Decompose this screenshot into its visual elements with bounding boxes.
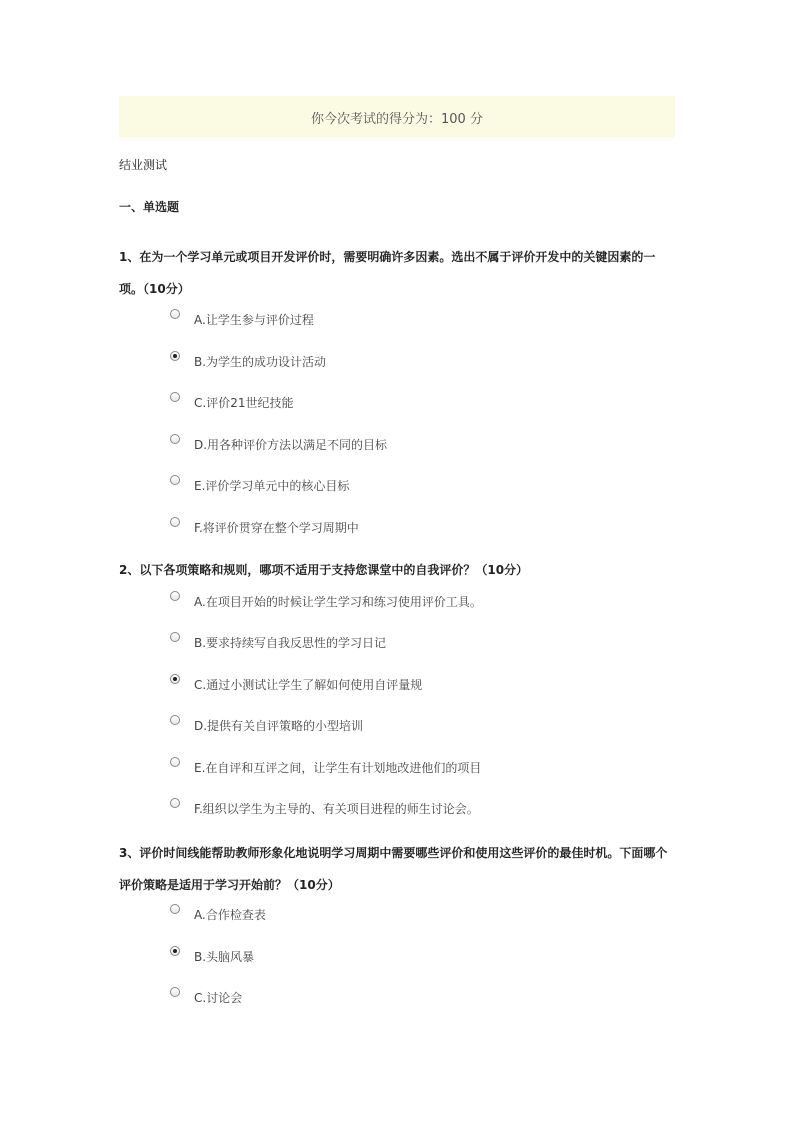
- q2-option-f-radio[interactable]: [170, 798, 180, 808]
- q2-option-b-radio[interactable]: [170, 632, 180, 642]
- q1-option-d-label: D.用各种评价方法以满足不同的目标: [194, 438, 388, 452]
- q2-option-b-label: B.要求持续写自我反思性的学习日记: [194, 636, 387, 650]
- q2-option-f-label: F.组织以学生为主导的、有关项目进程的师生讨论会。: [194, 802, 479, 816]
- q3-option-b-radio[interactable]: [170, 946, 180, 956]
- q1-option-f-radio[interactable]: [170, 517, 180, 527]
- q1-option-b-label: B.为学生的成功设计活动: [194, 355, 327, 369]
- q2-option-c-label: C.通过小测试让学生了解如何使用自评量规: [194, 678, 423, 692]
- q2-option-d-radio[interactable]: [170, 715, 180, 725]
- q3-option-b-label: B.头脑风暴: [194, 950, 255, 964]
- score-text: 你今次考试的得分为：100 分: [311, 111, 483, 127]
- q1-option-e-label: E.评价学习单元中的核心目标: [194, 479, 350, 493]
- q1-option-a-radio[interactable]: [170, 309, 180, 319]
- q1-option-c-label: C.评价21世纪技能: [194, 396, 294, 410]
- q2-option-a-label: A.在项目开始的时候让学生学习和练习使用评价工具。: [194, 595, 482, 609]
- q1-option-e-radio[interactable]: [170, 475, 180, 485]
- question-2-text: 2、以下各项策略和规则，哪项不适用于支持您课堂中的自我评价？（10分）: [119, 563, 529, 577]
- q1-option-f-label: F.将评价贯穿在整个学习周期中: [194, 521, 359, 535]
- q3-option-a-label: A.合作检查表: [194, 908, 266, 922]
- question-3-text: 3、评价时间线能帮助教师形象化地说明学习周期中需要哪些评价和使用这些评价的最佳时机。下面哪个评价策略是适用于学习开始前？（10分）: [119, 846, 668, 892]
- q3-option-a-radio[interactable]: [170, 904, 180, 914]
- q2-option-d-label: D.提供有关自评策略的小型培训: [194, 719, 364, 733]
- q1-option-a-label: A.让学生参与评价过程: [194, 313, 314, 327]
- q1-option-d-radio[interactable]: [170, 434, 180, 444]
- q2-option-a-radio[interactable]: [170, 591, 180, 601]
- section-title: 一、单选题: [119, 200, 180, 214]
- q3-option-c-label: C.讨论会: [194, 991, 243, 1005]
- q2-option-e-label: E.在自评和互评之间，让学生有计划地改进他们的项目: [194, 761, 482, 775]
- question-1-text: 1、在为一个学习单元或项目开发评价时，需要明确许多因素。选出不属于评价开发中的关键因素的一项。（10分）: [119, 250, 656, 296]
- q1-option-c-radio[interactable]: [170, 392, 180, 402]
- q3-option-c-radio[interactable]: [170, 987, 180, 997]
- q2-option-c-radio[interactable]: [170, 674, 180, 684]
- score-banner: [119, 96, 675, 138]
- exam-title: 结业测试: [119, 158, 168, 172]
- q1-option-b-radio[interactable]: [170, 351, 180, 361]
- q2-option-e-radio[interactable]: [170, 757, 180, 767]
